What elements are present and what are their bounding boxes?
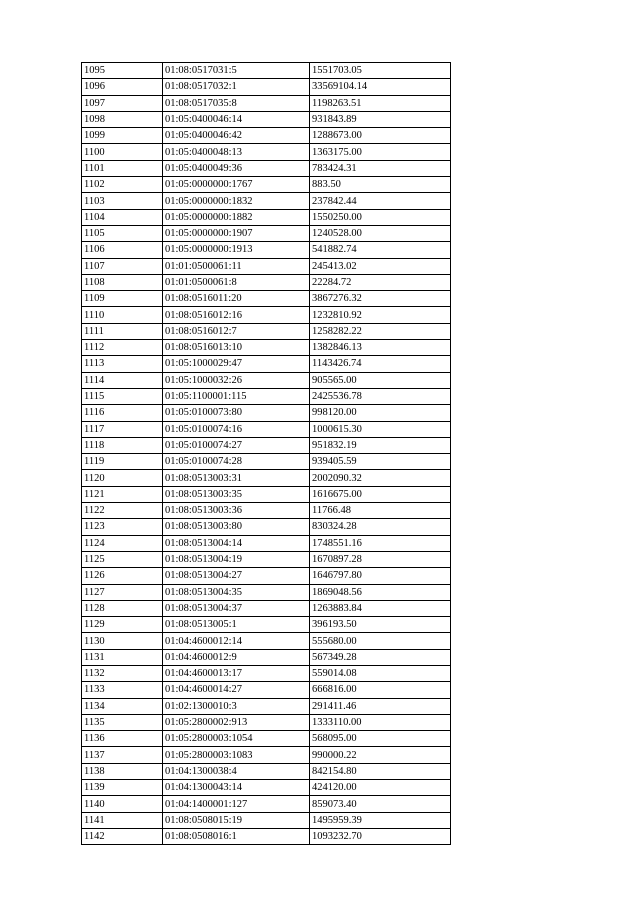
table-row	[82, 242, 451, 258]
table-row	[82, 551, 451, 567]
cadastral-number-cell: 01:05:0000000:1913	[163, 242, 310, 258]
value-cell: 1263883.84	[310, 600, 451, 616]
value-cell: 1616675.00	[310, 486, 451, 502]
table-row	[82, 714, 451, 730]
value-cell: 237842.44	[310, 193, 451, 209]
row-number-cell: 1095	[82, 63, 163, 79]
row-number-cell: 1106	[82, 242, 163, 258]
table-row	[82, 258, 451, 274]
value-cell: 1382846.13	[310, 340, 451, 356]
value-cell: 2002090.32	[310, 470, 451, 486]
value-cell: 555680.00	[310, 633, 451, 649]
table-row	[82, 747, 451, 763]
table-row	[82, 600, 451, 616]
value-cell: 22284.72	[310, 274, 451, 290]
cadastral-number-cell: 01:04:4600012:14	[163, 633, 310, 649]
table-row	[82, 568, 451, 584]
cadastral-number-cell: 01:05:2800003:1083	[163, 747, 310, 763]
value-cell: 1670897.28	[310, 551, 451, 567]
row-number-cell: 1133	[82, 682, 163, 698]
table-row	[82, 421, 451, 437]
row-number-cell: 1122	[82, 503, 163, 519]
value-cell: 1495959.39	[310, 812, 451, 828]
value-cell: 1093232.70	[310, 828, 451, 844]
value-cell: 990000.22	[310, 747, 451, 763]
row-number-cell: 1116	[82, 405, 163, 421]
row-number-cell: 1120	[82, 470, 163, 486]
value-cell: 666816.00	[310, 682, 451, 698]
table-row	[82, 649, 451, 665]
table-row	[82, 372, 451, 388]
value-cell: 1748551.16	[310, 535, 451, 551]
row-number-cell: 1099	[82, 128, 163, 144]
table-row	[82, 682, 451, 698]
row-number-cell: 1097	[82, 95, 163, 111]
cadastral-number-cell: 01:08:0513004:27	[163, 568, 310, 584]
cadastral-number-cell: 01:05:2800003:1054	[163, 731, 310, 747]
table-row	[82, 95, 451, 111]
table-row	[82, 796, 451, 812]
cadastral-number-cell: 01:08:0516013:10	[163, 340, 310, 356]
table-row	[82, 584, 451, 600]
value-cell: 1240528.00	[310, 225, 451, 241]
row-number-cell: 1121	[82, 486, 163, 502]
cadastral-number-cell: 01:01:0500061:8	[163, 274, 310, 290]
table-row	[82, 665, 451, 681]
table-row	[82, 128, 451, 144]
row-number-cell: 1119	[82, 454, 163, 470]
table-row	[82, 63, 451, 79]
cadastral-number-cell: 01:05:0000000:1767	[163, 177, 310, 193]
cadastral-number-cell: 01:04:4600014:27	[163, 682, 310, 698]
table-row	[82, 209, 451, 225]
table-row	[82, 486, 451, 502]
row-number-cell: 1109	[82, 291, 163, 307]
table-row	[82, 340, 451, 356]
table-row	[82, 307, 451, 323]
cadastral-number-cell: 01:08:0513005:1	[163, 617, 310, 633]
row-number-cell: 1123	[82, 519, 163, 535]
value-cell: 1000615.30	[310, 421, 451, 437]
row-number-cell: 1129	[82, 617, 163, 633]
row-number-cell: 1130	[82, 633, 163, 649]
cadastral-number-cell: 01:08:0508016:1	[163, 828, 310, 844]
table-row	[82, 225, 451, 241]
value-cell: 1869048.56	[310, 584, 451, 600]
value-cell: 1258282.22	[310, 323, 451, 339]
value-cell: 3867276.32	[310, 291, 451, 307]
cadastral-number-cell: 01:01:0500061:11	[163, 258, 310, 274]
row-number-cell: 1117	[82, 421, 163, 437]
value-cell: 931843.89	[310, 111, 451, 127]
cadastral-number-cell: 01:05:2800002:913	[163, 714, 310, 730]
row-number-cell: 1096	[82, 79, 163, 95]
value-cell: 905565.00	[310, 372, 451, 388]
table-row	[82, 405, 451, 421]
cadastral-number-cell: 01:05:0400046:14	[163, 111, 310, 127]
row-number-cell: 1136	[82, 731, 163, 747]
value-cell: 559014.08	[310, 665, 451, 681]
table-row	[82, 274, 451, 290]
row-number-cell: 1127	[82, 584, 163, 600]
table-row	[82, 828, 451, 844]
table-row	[82, 111, 451, 127]
cadastral-number-cell: 01:05:0100073:80	[163, 405, 310, 421]
cadastral-number-cell: 01:08:0517035:8	[163, 95, 310, 111]
cadastral-number-cell: 01:05:0000000:1832	[163, 193, 310, 209]
table-row	[82, 470, 451, 486]
value-cell: 1550250.00	[310, 209, 451, 225]
cadastral-number-cell: 01:04:1400001:127	[163, 796, 310, 812]
row-number-cell: 1104	[82, 209, 163, 225]
cadastral-number-cell: 01:08:0513003:36	[163, 503, 310, 519]
cadastral-number-cell: 01:05:0400046:42	[163, 128, 310, 144]
row-number-cell: 1111	[82, 323, 163, 339]
value-cell: 1646797.80	[310, 568, 451, 584]
row-number-cell: 1107	[82, 258, 163, 274]
value-cell: 396193.50	[310, 617, 451, 633]
cadastral-number-cell: 01:04:1300043:14	[163, 780, 310, 796]
value-cell: 424120.00	[310, 780, 451, 796]
value-cell: 859073.40	[310, 796, 451, 812]
value-cell: 568095.00	[310, 731, 451, 747]
cadastral-number-cell: 01:08:0517032:1	[163, 79, 310, 95]
cadastral-number-cell: 01:08:0513004:14	[163, 535, 310, 551]
row-number-cell: 1139	[82, 780, 163, 796]
table-row	[82, 633, 451, 649]
value-cell: 951832.19	[310, 437, 451, 453]
table-row	[82, 503, 451, 519]
value-cell: 939405.59	[310, 454, 451, 470]
data-table	[81, 62, 451, 845]
value-cell: 1288673.00	[310, 128, 451, 144]
value-cell: 1551703.05	[310, 63, 451, 79]
table-row	[82, 291, 451, 307]
value-cell: 1143426.74	[310, 356, 451, 372]
value-cell: 245413.02	[310, 258, 451, 274]
value-cell: 1363175.00	[310, 144, 451, 160]
cadastral-number-cell: 01:08:0516012:16	[163, 307, 310, 323]
cadastral-number-cell: 01:05:1000029:47	[163, 356, 310, 372]
row-number-cell: 1110	[82, 307, 163, 323]
row-number-cell: 1102	[82, 177, 163, 193]
cadastral-number-cell: 01:08:0508015:19	[163, 812, 310, 828]
table-row	[82, 437, 451, 453]
table-row	[82, 519, 451, 535]
table-row	[82, 79, 451, 95]
cadastral-number-cell: 01:05:0100074:27	[163, 437, 310, 453]
table-row	[82, 812, 451, 828]
cadastral-number-cell: 01:05:0100074:28	[163, 454, 310, 470]
cadastral-number-cell: 01:04:4600012:9	[163, 649, 310, 665]
row-number-cell: 1114	[82, 372, 163, 388]
row-number-cell: 1112	[82, 340, 163, 356]
cadastral-number-cell: 01:08:0513003:80	[163, 519, 310, 535]
value-cell: 783424.31	[310, 160, 451, 176]
table-row	[82, 388, 451, 404]
row-number-cell: 1134	[82, 698, 163, 714]
table-row	[82, 763, 451, 779]
cadastral-number-cell: 01:05:0400049:36	[163, 160, 310, 176]
value-cell: 883.50	[310, 177, 451, 193]
cadastral-number-cell: 01:05:0100074:16	[163, 421, 310, 437]
cadastral-number-cell: 01:08:0513003:31	[163, 470, 310, 486]
value-cell: 11766.48	[310, 503, 451, 519]
value-cell: 998120.00	[310, 405, 451, 421]
table-row	[82, 780, 451, 796]
cadastral-number-cell: 01:04:1300038:4	[163, 763, 310, 779]
table-body	[82, 63, 451, 845]
row-number-cell: 1141	[82, 812, 163, 828]
cadastral-number-cell: 01:08:0513003:35	[163, 486, 310, 502]
row-number-cell: 1103	[82, 193, 163, 209]
cadastral-number-cell: 01:04:4600013:17	[163, 665, 310, 681]
row-number-cell: 1124	[82, 535, 163, 551]
table-row	[82, 356, 451, 372]
cadastral-number-cell: 01:05:0000000:1907	[163, 225, 310, 241]
value-cell: 1232810.92	[310, 307, 451, 323]
cadastral-number-cell: 01:08:0517031:5	[163, 63, 310, 79]
table-row	[82, 323, 451, 339]
value-cell: 33569104.14	[310, 79, 451, 95]
value-cell: 567349.28	[310, 649, 451, 665]
table-row	[82, 160, 451, 176]
value-cell: 2425536.78	[310, 388, 451, 404]
row-number-cell: 1138	[82, 763, 163, 779]
table-row	[82, 454, 451, 470]
value-cell: 842154.80	[310, 763, 451, 779]
row-number-cell: 1135	[82, 714, 163, 730]
row-number-cell: 1140	[82, 796, 163, 812]
row-number-cell: 1113	[82, 356, 163, 372]
table-row	[82, 144, 451, 160]
cadastral-number-cell: 01:08:0513004:37	[163, 600, 310, 616]
cadastral-number-cell: 01:05:1100001:115	[163, 388, 310, 404]
row-number-cell: 1131	[82, 649, 163, 665]
cadastral-number-cell: 01:08:0516012:7	[163, 323, 310, 339]
row-number-cell: 1126	[82, 568, 163, 584]
row-number-cell: 1108	[82, 274, 163, 290]
value-cell: 541882.74	[310, 242, 451, 258]
value-cell: 830324.28	[310, 519, 451, 535]
row-number-cell: 1142	[82, 828, 163, 844]
cadastral-number-cell: 01:05:1000032:26	[163, 372, 310, 388]
cadastral-number-cell: 01:05:0000000:1882	[163, 209, 310, 225]
row-number-cell: 1098	[82, 111, 163, 127]
table-row	[82, 731, 451, 747]
table-row	[82, 193, 451, 209]
row-number-cell: 1100	[82, 144, 163, 160]
row-number-cell: 1125	[82, 551, 163, 567]
row-number-cell: 1105	[82, 225, 163, 241]
row-number-cell: 1128	[82, 600, 163, 616]
cadastral-number-cell: 01:08:0513004:19	[163, 551, 310, 567]
cadastral-number-cell: 01:08:0516011:20	[163, 291, 310, 307]
row-number-cell: 1118	[82, 437, 163, 453]
value-cell: 1198263.51	[310, 95, 451, 111]
row-number-cell: 1137	[82, 747, 163, 763]
row-number-cell: 1115	[82, 388, 163, 404]
table-row	[82, 177, 451, 193]
table-row	[82, 698, 451, 714]
value-cell: 291411.46	[310, 698, 451, 714]
value-cell: 1333110.00	[310, 714, 451, 730]
cadastral-number-cell: 01:08:0513004:35	[163, 584, 310, 600]
cadastral-number-cell: 01:05:0400048:13	[163, 144, 310, 160]
cadastral-number-cell: 01:02:1300010:3	[163, 698, 310, 714]
table-row	[82, 535, 451, 551]
row-number-cell: 1132	[82, 665, 163, 681]
table-row	[82, 617, 451, 633]
row-number-cell: 1101	[82, 160, 163, 176]
